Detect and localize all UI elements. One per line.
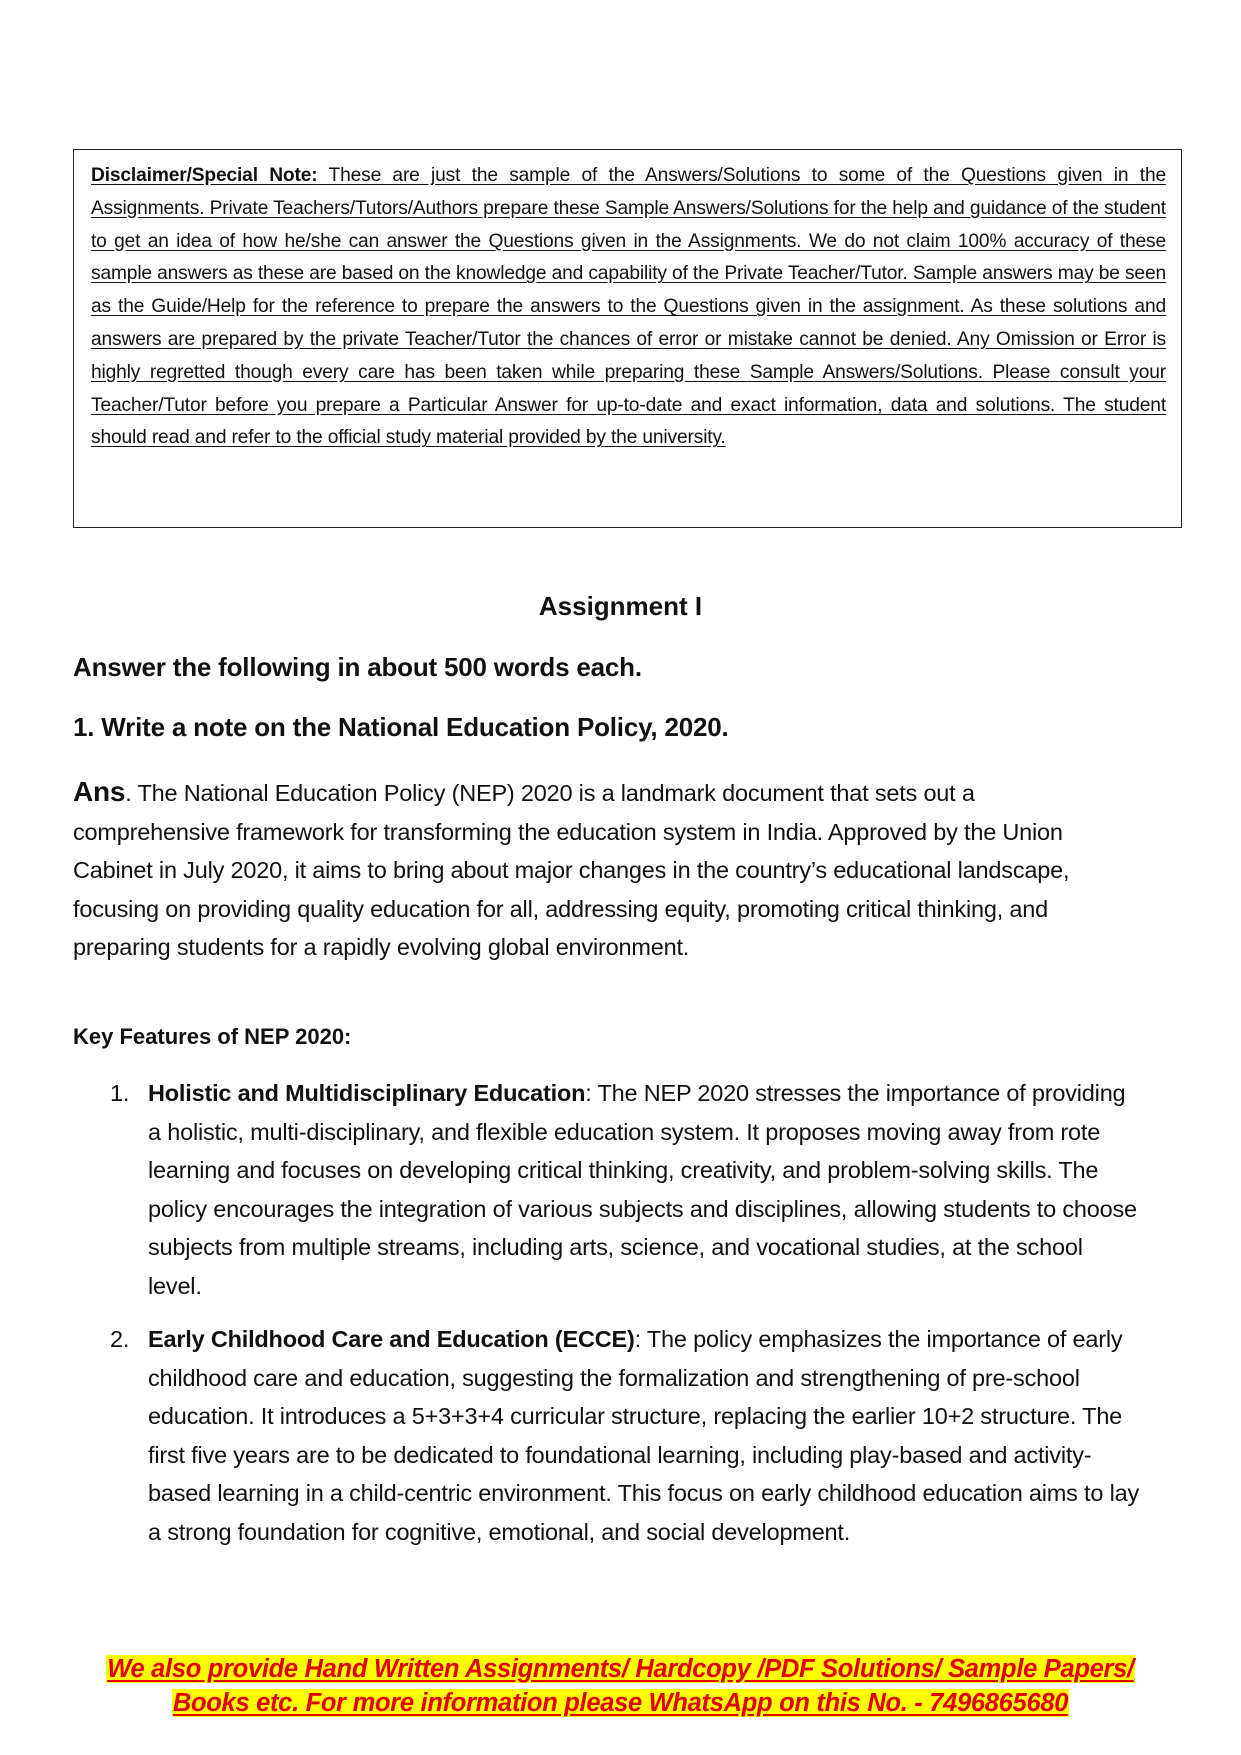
instructions-heading: Answer the following in about 500 words each.	[73, 652, 642, 682]
feature-text: : The NEP 2020 stresses the importance of providing a holistic, multi-disciplinary, and flexible education system. It proposes moving away from rote learning and focuses on developing critical thinking, creativity, and problem-solving skills. The policy encourages the integration of various subjects and disciplines, allowing students to choose subjects from multiple streams, including arts, science, and vocational studies, at the school level.	[148, 1080, 1137, 1299]
feature-number: 1.	[110, 1080, 130, 1106]
answer-label: Ans	[73, 776, 126, 807]
disclaimer-label: Disclaimer/Special Note:	[91, 165, 318, 186]
question-heading: 1. Write a note on the National Education Policy, 2020.	[73, 712, 729, 742]
feature-list-2	[110, 1320, 1140, 1552]
disclaimer-text	[91, 160, 1166, 455]
feature-list-1	[110, 1074, 1140, 1306]
features-heading: Key Features of NEP 2020:	[73, 1024, 352, 1049]
feature-number: 2.	[110, 1326, 130, 1352]
feature-title: Early Childhood Care and Education (ECCE)	[148, 1326, 635, 1352]
answer-paragraph	[73, 773, 1133, 967]
disclaimer-box	[73, 149, 1182, 528]
answer-text: . The National Education Policy (NEP) 2020 is a landmark document that sets out a comprehensive framework for transforming the education system in India. Approved by the Union Cabinet in July 2020, it aims to bring about major changes in the country’s educational landscape, focusing on providing quality education for all, addressing equity, promoting critical thinking, and preparing students for a rapidly evolving global environment.	[73, 780, 1070, 961]
feature-item	[110, 1074, 1140, 1306]
feature-text: : The policy emphasizes the importance of early childhood care and education, suggesting the formalization and strengthening of pre-school education. It introduces a 5+3+3+4 curricular structure, replacing the earlier 10+2 structure. The first five years are to be dedicated to foundational learning, including play-based and activity-based learning in a child-centric environment. This focus on early childhood education aims to lay a strong foundation for cognitive, emotional, and social development.	[148, 1326, 1140, 1545]
promo-line-2: Books etc. For more information please WhatsApp on this No. - 7496865680	[172, 1689, 1069, 1717]
promo-banner	[0, 1652, 1241, 1720]
feature-title: Holistic and Multidisciplinary Education	[148, 1080, 586, 1106]
assignment-title: Assignment I	[538, 591, 703, 621]
disclaimer-body: These are just the sample of the Answers/Solutions to some of the Questions given in the Assignments. Private Teachers/Tutors/Authors prepare these Sample Answers/Solutions for the help and guidance of the student to get an idea of how he/she can answer the Questions given in the Assignments. We do not claim 100% accuracy of these sample answers as these are based on the knowledge and capability of the Private Teacher/Tutor. Sample answers may be seen as the Guide/Help for the reference to prepare the answers to the Questions given in the assignment. As these solutions and answers are prepared by the private Teacher/Tutor the chances of error or mistake cannot be denied. Any Omission or Error is highly regretted though every care has been taken while preparing these Sample Answers/Solutions. Please consult your Teacher/Tutor before you prepare a Particular Answer for up-to-date and exact information, data and solutions. The student should read and refer to the official study material provided by the university.	[91, 165, 1166, 449]
promo-line-1: We also provide Hand Written Assignments/ Hardcopy /PDF Solutions/ Sample Papers/	[107, 1655, 1134, 1683]
feature-item	[110, 1320, 1140, 1552]
